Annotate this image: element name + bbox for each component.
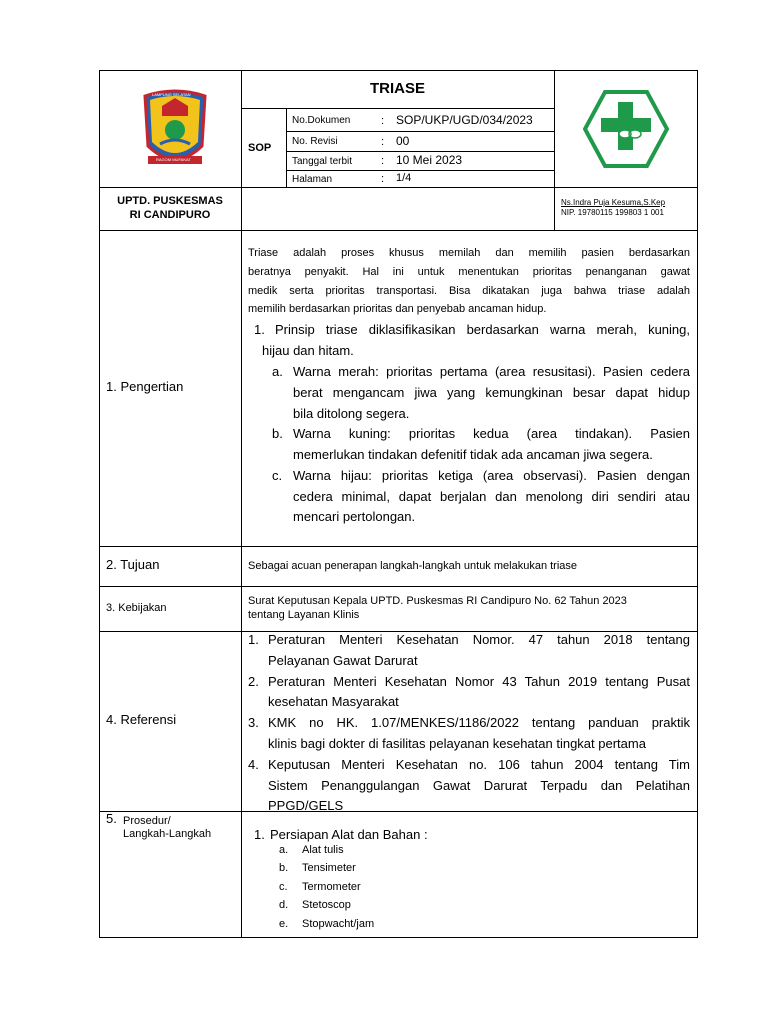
- meta-label: No.Dokumen: [292, 115, 351, 126]
- list-text: Peraturan Menteri Kesehatan Nomor 43 Tahun 2019 tentang Pusat: [268, 674, 690, 689]
- section-label-tujuan: 2. Tujuan: [106, 557, 160, 572]
- meta-sep: :: [381, 155, 385, 167]
- kebijakan-line: tentang Layanan Klinis: [248, 609, 360, 621]
- list-number: 2.: [248, 674, 259, 689]
- tool-item: Stopwacht/jam: [302, 918, 375, 930]
- sublist-letter: b.: [272, 426, 283, 441]
- tool-letter: d.: [279, 899, 289, 911]
- meta-label: Halaman: [292, 174, 333, 185]
- meta-value: SOP/UKP/UGD/034/2023: [396, 113, 533, 127]
- meta-sep: :: [381, 136, 385, 148]
- intro-line: memilih berdasarkan prioritas dan penyebab ancaman hidup.: [248, 303, 547, 315]
- sublist-text: Warna kuning: prioritas kedua (area tindakan). Pasien: [293, 426, 690, 441]
- list-text: Keputusan Menteri Kesehatan no. 106 tahun 2004 tentang Tim: [268, 757, 690, 772]
- section-label-pengertian: 1. Pengertian: [106, 379, 184, 394]
- meta-label: No. Revisi: [292, 136, 338, 147]
- tool-item: Stetoscop: [302, 899, 351, 911]
- sublist-text: berat mengancam jiwa yang kemungkinan besar dapat hidup: [293, 385, 690, 400]
- list-text: PPGD/GELS: [268, 798, 344, 813]
- tool-item: Tensimeter: [302, 862, 356, 874]
- list-text: hijau dan hitam.: [262, 343, 354, 358]
- kebijakan-line: Surat Keputusan Kepala UPTD. Puskesmas RI Candipuro No. 62 Tahun 2023: [248, 595, 627, 607]
- list-text: Peraturan Menteri Kesehatan Nomor. 47 tahun 2018 tentang: [268, 632, 690, 647]
- logo-text-bottom: RAGOM MUFAKAT: [156, 157, 191, 162]
- section-label-referensi: 4. Referensi: [106, 712, 177, 727]
- section-label-kebijakan: 3. Kebijakan: [106, 602, 167, 614]
- tool-item: Alat tulis: [302, 844, 344, 856]
- list-text: Persiapan Alat dan Bahan :: [270, 827, 428, 842]
- meta-sep: :: [381, 173, 385, 185]
- meta-value: 10 Mei 2023: [396, 153, 463, 167]
- sop-label: SOP: [248, 142, 272, 154]
- list-text: Sistem Penanggulangan Gawat Darurat Terpadu dan Pelatihan: [268, 778, 690, 793]
- intro-line: medik serta prioritas transportasi. Bisa dikatakan juga bahwa triase adalah: [248, 285, 690, 297]
- list-text: Pelayanan Gawat Darurat: [268, 653, 418, 668]
- section-label-prosedur: Prosedur/: [123, 815, 171, 827]
- org-name-line1: UPTD. PUSKESMAS: [117, 195, 223, 207]
- sublist-text: Warna hijau: prioritas ketiga (area observasi). Pasien dengan: [293, 468, 690, 483]
- document-title: TRIASE: [369, 80, 425, 97]
- meta-value: 1/4: [396, 172, 412, 184]
- list-text: KMK no HK. 1.07/MENKES/1186/2022 tentang panduan praktik: [268, 715, 690, 730]
- sublist-text: bila ditolong segera.: [293, 406, 410, 421]
- sublist-text: memerlukan tindakan defenitif tidak ada ancaman jiwa segera.: [293, 447, 653, 462]
- meta-sep: :: [381, 115, 385, 127]
- sublist-text: mencari pertolongan.: [293, 509, 416, 524]
- list-number: 1.: [248, 632, 259, 647]
- tool-item: Termometer: [302, 881, 361, 893]
- sublist-text: Warna merah: prioritas pertama (area resusitasi). Pasien cedera: [293, 364, 690, 379]
- signer-nip: NIP. 19780115 199803 1 001: [561, 208, 664, 217]
- tool-letter: a.: [279, 844, 289, 856]
- org-name-line2: RI CANDIPURO: [129, 209, 211, 221]
- meta-value: 00: [396, 134, 410, 148]
- puskesmas-logo: [583, 90, 669, 168]
- list-text: kesehatan Masyarakat: [268, 694, 399, 709]
- regency-emblem-logo: [140, 86, 210, 174]
- tujuan-text: Sebagai acuan penerapan langkah-langkah untuk melakukan triase: [248, 560, 578, 572]
- sublist-letter: a.: [272, 364, 283, 379]
- tool-letter: b.: [279, 862, 289, 874]
- section-label-prosedur-line2: Langkah-Langkah: [123, 828, 212, 840]
- list-number: 3.: [248, 715, 259, 730]
- tool-letter: e.: [279, 918, 289, 930]
- signer-name: Ns.Indra Puja Kesuma,S.Kep: [561, 198, 666, 207]
- list-number: 4.: [248, 757, 259, 772]
- section-label-number: 5.: [106, 811, 117, 826]
- list-text: Prinsip triase diklasifikasikan berdasarkan warna merah, kuning,: [275, 322, 690, 337]
- list-number: 1.: [254, 322, 265, 337]
- list-text: klinis bagi dokter di fasilitas pelayanan kesehatan tingkat pertama: [268, 736, 646, 751]
- sublist-letter: c.: [272, 468, 283, 483]
- meta-label: Tanggal terbit: [292, 156, 353, 167]
- list-number: 1.: [254, 827, 265, 842]
- intro-line: Triase adalah proses khusus memilah dan memilih pasien berdasarkan: [248, 247, 690, 259]
- logo-text-top: LAMPUNG SELATAN: [152, 92, 191, 97]
- tool-letter: c.: [279, 881, 288, 893]
- sublist-text: cedera minimal, dapat berjalan dan menolong diri sendiri atau: [293, 489, 690, 504]
- intro-line: beratnya penyakit. Hal ini untuk menentukan prioritas penanganan gawat: [248, 266, 690, 278]
